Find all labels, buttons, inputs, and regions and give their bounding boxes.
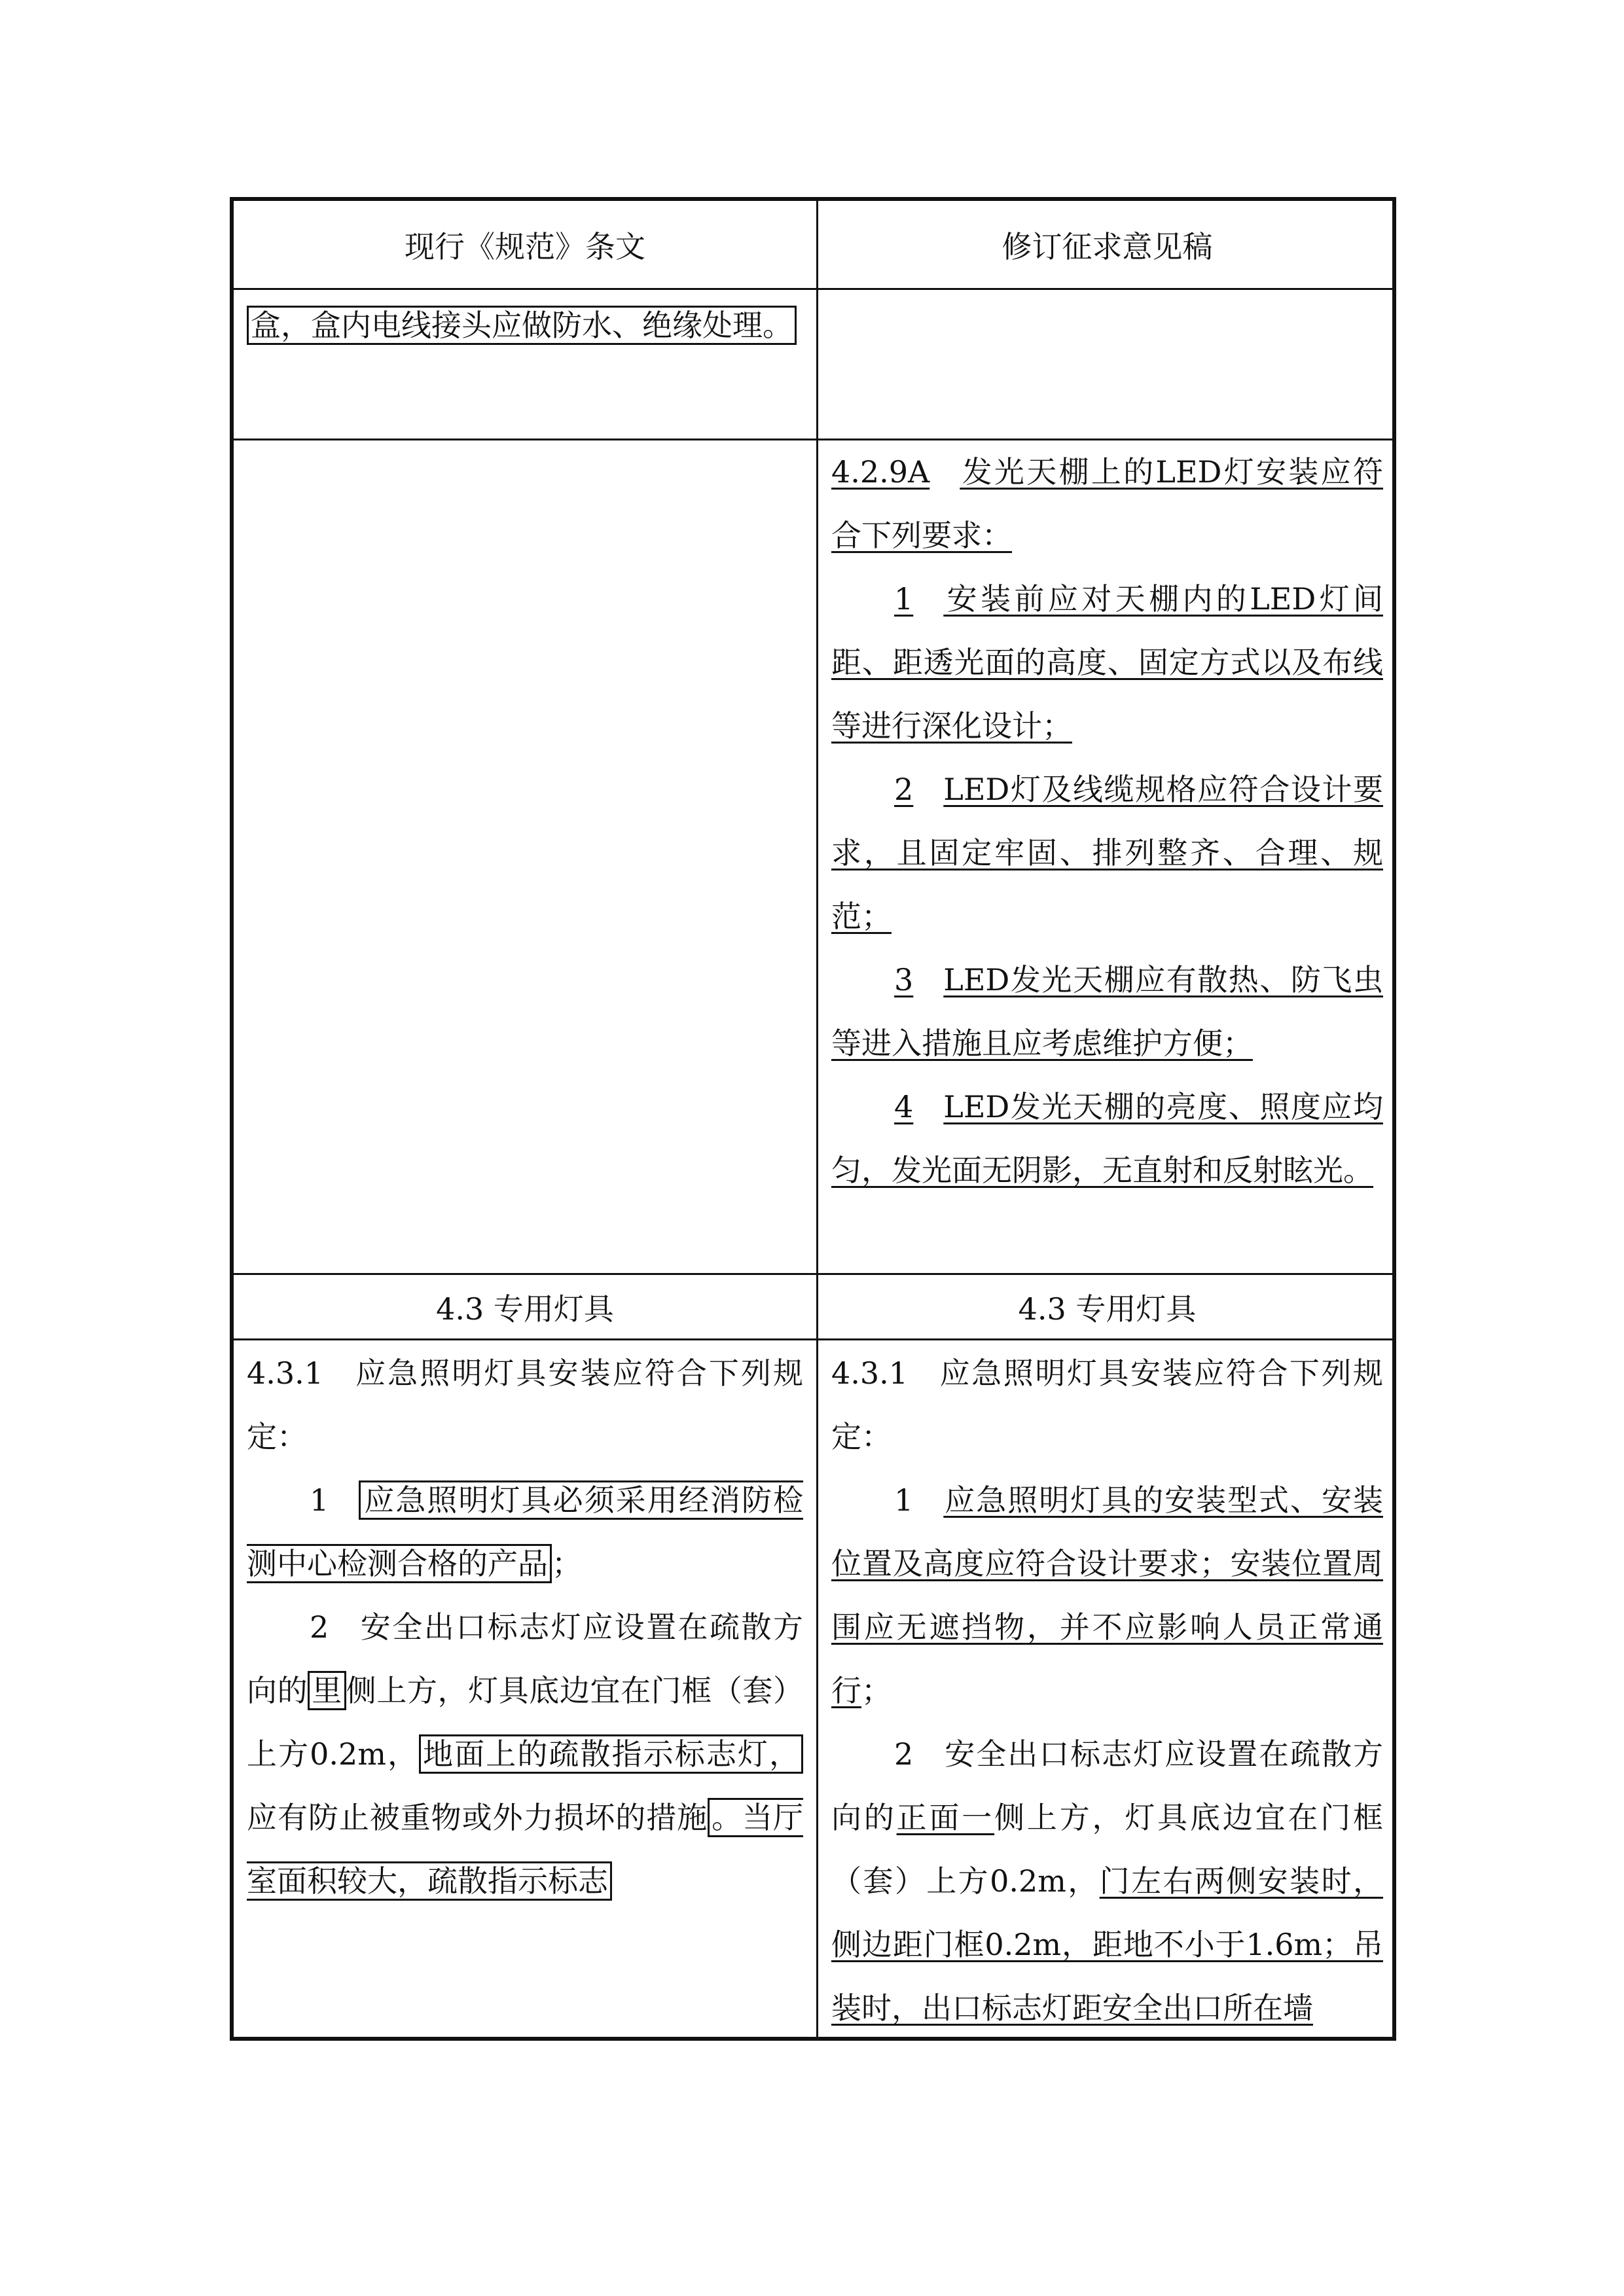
section-right-title: 4.3 专用灯具 (1018, 1291, 1197, 1327)
header-left (234, 201, 816, 288)
clause-429a-item-1: 1 安装前应对天棚内的LED灯间距、距透光面的高度、固定方式以及布线等进行深化设计； (831, 581, 1383, 744)
clause-429a-item-4: 4 LED发光天棚的亮度、照度应均匀，发光面无阴影，无直射和反射眩光。 (831, 1089, 1383, 1188)
right-431-intro: 4.3.1 应急照明灯具安装应符合下列规定： (831, 1355, 1383, 1454)
row2-right (818, 440, 1396, 1273)
left-431-item-2: 2 安全出口标志灯应设置在疏散方向的 里 侧上方，灯具底边宜在门框（套）上方0.2m， 地面上的疏散指示标志灯，应有防止被重物或外力损坏的措施 。当厅室面积较大，疏散指示标志 (247, 1596, 803, 1913)
left-431-item-1: 1 应急照明灯具必须采用经消防检测中心检测合格的产品 ； (247, 1469, 803, 1596)
row4-left (234, 1340, 816, 2041)
section-left (234, 1275, 816, 1338)
left-431-intro: 4.3.1 应急照明灯具安装应符合下列规定： (247, 1355, 803, 1454)
row1-left-text: 盒，盒内电线接头应做防水、绝缘处理。 (247, 306, 797, 345)
row4-right (818, 1340, 1396, 2041)
right-431-item-2: 2 安全出口标志灯应设置在疏散方向的正面一侧上方，灯具底边宜在门框（套）上方0.2m，门左右两侧安装时，侧边距门框0.2m，距地不小于1.6m；吊装时，出口标志灯距安全出口所在墙 (831, 1736, 1384, 2026)
header-right-title: 修订征求意见稿 (1001, 228, 1213, 264)
header-right (818, 201, 1396, 288)
row2-left (234, 440, 816, 1273)
row1-left (234, 290, 816, 439)
right-431-item-1: 1 应急照明灯具的安装型式、安装位置及高度应符合设计要求；安装位置周围应无遮挡物，并不应影响人员正常通行； (831, 1482, 1383, 1708)
clause-429a-item-3: 3 LED发光天棚应有散热、防飞虫等进入措施且应考虑维护方便； (831, 962, 1383, 1061)
section-right (818, 1275, 1396, 1338)
clause-429a: 4.2.9A 发光天棚上的LED灯安装应符合下列要求： (831, 454, 1383, 553)
section-left-title: 4.3 专用灯具 (436, 1291, 614, 1327)
clause-429a-item-2: 2 LED灯及线缆规格应符合设计要求，且固定牢固、排列整齐、合理、规范； (831, 772, 1383, 934)
comparison-table (230, 197, 1396, 2041)
header-left-title: 现行《规范》条文 (405, 228, 645, 264)
row1-right (818, 290, 1396, 439)
